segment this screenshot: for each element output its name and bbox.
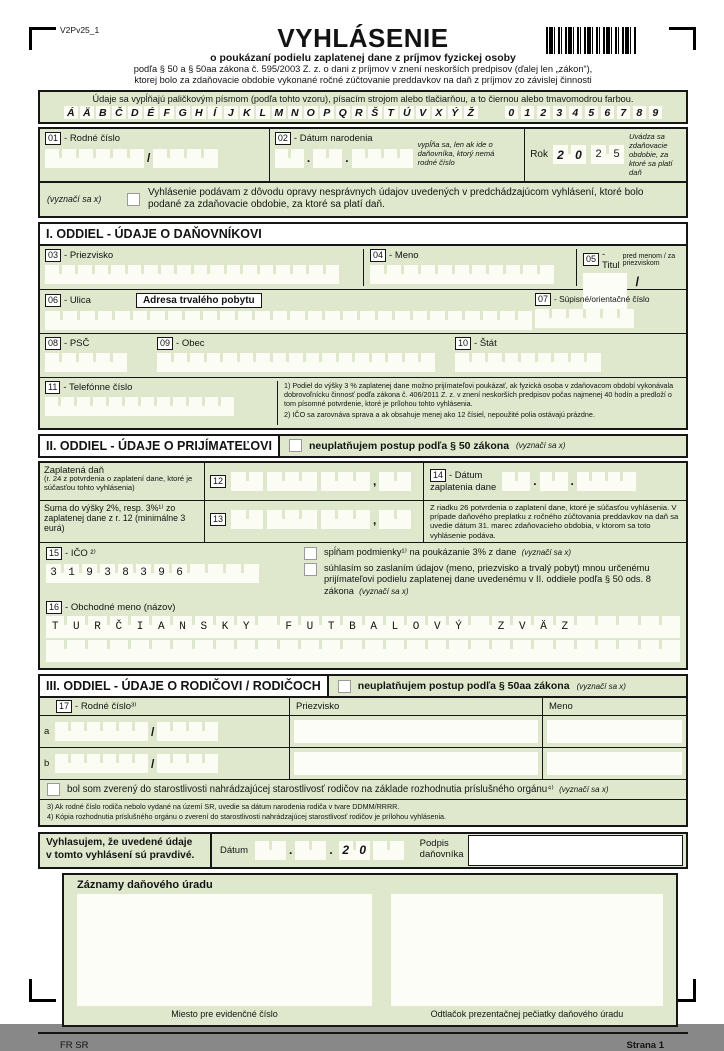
three-percent-mark: (vyznačí sa x) bbox=[521, 548, 571, 558]
tax-labels-column bbox=[40, 463, 205, 543]
field-07-number: 07 bbox=[535, 293, 551, 306]
field-05-title bbox=[583, 248, 681, 290]
field-13-number: 13 bbox=[210, 513, 226, 526]
field-06-number: 06 bbox=[45, 294, 61, 307]
field-09-number: 09 bbox=[157, 337, 173, 350]
field-04-number: 04 bbox=[370, 249, 386, 262]
column-surname: Priezvisko bbox=[290, 698, 543, 715]
field-11-phone bbox=[45, 381, 278, 425]
section-2-body bbox=[38, 461, 688, 671]
field-05-label: - Titul bbox=[602, 248, 620, 271]
footer-left: FR SR bbox=[60, 1039, 89, 1051]
footer-page-number: Strana 1 bbox=[626, 1039, 664, 1051]
consent-send-data-checkbox[interactable] bbox=[304, 563, 317, 576]
field-15-number: 15 bbox=[46, 547, 62, 560]
custody-row bbox=[40, 780, 686, 800]
section-2-optout-mark: (vyznačí sa x) bbox=[516, 441, 566, 451]
signature-input[interactable] bbox=[468, 835, 683, 866]
bottom-rule bbox=[38, 1032, 688, 1034]
footnote-2: 2) IČO sa zarovnáva sprava a ak obsahuje menej ako 12 čísiel, nepoužité polia ostávajú prázdne. bbox=[284, 409, 595, 419]
declaration-box bbox=[38, 832, 688, 869]
tax-office-records-box bbox=[62, 873, 678, 1027]
section-2-optout-checkbox[interactable] bbox=[289, 439, 302, 452]
sample-letters: Á Ä B Č D É F G H Í J K L M N O P Q R Š T Ú V X Ý Ž bbox=[64, 106, 478, 119]
form-header bbox=[38, 25, 688, 87]
evidence-number-area[interactable] bbox=[77, 894, 372, 1006]
field-14-label: - Dátum bbox=[449, 469, 483, 481]
section-3-body bbox=[38, 696, 688, 826]
municipality-input[interactable] bbox=[157, 353, 435, 372]
parent-row-b bbox=[40, 748, 686, 780]
declaration-date-input[interactable]: . . bbox=[255, 841, 336, 860]
evidence-number-caption: Miesto pre evidenčné číslo bbox=[171, 1008, 278, 1019]
custody-checkbox[interactable] bbox=[47, 783, 60, 796]
business-name-input-row-1[interactable]: T U R Č I A N S K Y F U T B A L O V Ý Z V Ä Z bbox=[46, 616, 680, 638]
footnote-1: 1) Podiel do výšky 3 % zaplatenej dane možno prijímateľovi poukázať, ak fyzická osoba v zdaňovacom období vykonávala dobrovoľnícku činnosť podľa zákona č. 406/2011 Z. z. v znení neskorších predpisov počas najmenej 40 hodín a predloží o tom písomné potvrdenie, ktoré je prílohou tohto vyhlásenia. bbox=[284, 380, 674, 409]
custody-mark: (vyznačí sa x) bbox=[559, 785, 609, 795]
parent-a-surname-input[interactable] bbox=[294, 720, 538, 743]
field-02-label: - Dátum narodenia bbox=[293, 133, 373, 144]
section-3-title: III. ODDIEL - ÚDAJE O RODIČOVI / RODIČOCH bbox=[40, 676, 329, 696]
section-3-footnotes bbox=[40, 800, 686, 824]
footnote-3: 3) Ak rodné číslo rodiča nebolo vydané na území SR, uvedie sa dátum narodenia rodiča v tvare DDMM/RRRR. bbox=[47, 802, 400, 812]
field-15-ico bbox=[46, 547, 298, 600]
instruction-bar bbox=[38, 90, 688, 124]
declaration-line-2: v tomto vyhlásení sú pravdivé. bbox=[46, 850, 195, 862]
instruction-text: Údaje sa vypĺňajú paličkovým písmom (podľa tohto vzoru), písacím strojom alebo tlačiarňou, a to čiernou alebo tmavomodrou farbou. bbox=[92, 94, 634, 104]
consent-send-data-text: súhlasím so zaslaním údajov (meno, priezvisko a trvalý pobyt) mnou určenému prijímateľovi podielu zaplatenej dane uvedenému v II. oddiele podľa § 50 ods. 8 zákona bbox=[324, 563, 651, 596]
section-2-optout-label: neuplatňujem postup podľa § 50 zákona bbox=[308, 439, 510, 452]
field-06-label: - Ulica bbox=[64, 294, 91, 306]
recipient-consents bbox=[298, 547, 680, 600]
field-01-number: 01 bbox=[45, 132, 61, 145]
section-3-header bbox=[38, 674, 688, 698]
signature-label-2: daňovníka bbox=[419, 849, 464, 861]
house-number-input[interactable] bbox=[535, 309, 634, 328]
ico-input[interactable]: 3 1 9 3 8 3 9 6 bbox=[46, 564, 259, 583]
parent-row-a bbox=[40, 716, 686, 748]
stamp-caption: Odtlačok prezentačnej pečiatky daňového úradu bbox=[430, 1008, 624, 1019]
section-1-fields bbox=[38, 244, 688, 430]
declaration-date-label: Dátum bbox=[220, 844, 248, 856]
paid-tax-label: Zaplatená daň bbox=[44, 463, 104, 475]
parent-b-surname-input[interactable] bbox=[294, 752, 538, 775]
identity-box bbox=[38, 127, 688, 218]
custody-text: bol som zverený do starostlivosti nahrádzajúcej starostlivosť rodičov na základe rozhodnutia príslušného orgánu⁴⁾ bbox=[67, 784, 554, 796]
field-15-label: - IČO ²⁾ bbox=[65, 548, 96, 560]
field-04-label: - Meno bbox=[389, 249, 419, 261]
year-note: Uvádza sa zdaňovacie obdobie, za ktoré sa platí daň bbox=[629, 132, 673, 178]
form-legal-line-2: ktorej bolo za zdaňovacie obdobie vykonané ročné zúčtovanie preddavkov na daň z príjmov zo závislej činnosti bbox=[134, 74, 592, 85]
title-before-input[interactable] bbox=[583, 273, 627, 292]
sample-digits: 0 1 2 3 4 5 6 7 8 9 bbox=[505, 106, 663, 119]
permanent-address-label: Adresa trvalého pobytu bbox=[136, 293, 262, 308]
field-02-number: 02 bbox=[275, 132, 291, 145]
correction-mark-note: (vyznačí sa x) bbox=[47, 194, 102, 205]
field-10-number: 10 bbox=[455, 337, 471, 350]
share-amount-input[interactable]: , bbox=[231, 510, 411, 529]
birth-date-input[interactable]: . . bbox=[275, 149, 413, 168]
year-preprinted: 2 0 bbox=[553, 145, 586, 164]
tax-amounts-column bbox=[205, 463, 424, 543]
records-title: Záznamy daňového úradu bbox=[77, 878, 213, 891]
row-b-label: b bbox=[44, 758, 50, 770]
correction-text: Vyhlásenie podávam z dôvodu opravy nesprávnych údajov uvedených v predchádzajúcom vyhlásení, ktoré bolo podané za zdaňovacie obdobie, za ktoré sa platí daň. bbox=[148, 186, 644, 211]
field-09-municipality bbox=[157, 337, 455, 374]
declaration-date-century: 2 0 bbox=[339, 841, 370, 860]
field-10-label: - Štát bbox=[474, 337, 497, 349]
field-14-note: Z riadku 26 potvrdenia o zaplatení dane, ktoré je súčasťou vyhlásenia. V prípade daňového preplatku z ročného zúčtovania preddavkov na daň sa uvedie dátum 31. marec zdaňovacieho obdobia, v ktorom sa toto vyhlásenie podáva. bbox=[430, 502, 679, 540]
field-02-birth-date bbox=[270, 129, 525, 181]
tax-year-cell bbox=[525, 129, 686, 181]
barcode bbox=[546, 27, 636, 54]
form-code: V2Pv25_1 bbox=[60, 25, 100, 35]
field-01-birth-number bbox=[40, 129, 270, 181]
field-11-label: - Telefónne číslo bbox=[63, 381, 133, 393]
field-08-zip bbox=[45, 337, 157, 374]
business-name-input-row-2[interactable] bbox=[46, 640, 680, 662]
parent-b-birth-number-input[interactable]: / bbox=[55, 754, 218, 773]
footnote-4: 4) Kópia rozhodnutia príslušného orgánu o zverení do starostlivosti nahrádzajúcej starostlivosť rodičov je prílohou vyhlásenia. bbox=[47, 811, 447, 821]
field-03-label: - Priezvisko bbox=[64, 249, 114, 261]
correction-row bbox=[40, 183, 686, 216]
field-06-street bbox=[45, 293, 535, 330]
field-05-number: 05 bbox=[583, 253, 599, 266]
column-name: Meno bbox=[549, 701, 573, 713]
signature-label-1: Podpis bbox=[419, 838, 449, 850]
form-title: VYHLÁSENIE bbox=[277, 23, 449, 53]
field-14-number: 14 bbox=[430, 469, 446, 482]
records-area bbox=[38, 873, 688, 1051]
section-1-header: I. ODDIEL - ÚDAJE O DAŇOVNÍKOVI bbox=[38, 222, 688, 246]
paid-tax-sublabel: (r. 24 z potvrdenia o zaplatení dane, ktoré je súčasťou tohto vyhlásenia) bbox=[44, 474, 193, 493]
field-08-label: - PSČ bbox=[64, 337, 90, 349]
form-subtitle: o poukázaní podielu zaplatenej dane z príjmov fyzickej osoby bbox=[210, 52, 516, 64]
field-10-state bbox=[455, 337, 681, 374]
consent-send-data-mark: (vyznačí sa x) bbox=[359, 586, 409, 596]
firstname-input[interactable] bbox=[370, 265, 554, 284]
year-label: Rok bbox=[530, 149, 548, 161]
field-16-label: - Obchodné meno (názov) bbox=[65, 602, 176, 614]
parents-table-header bbox=[40, 698, 686, 716]
parent-a-name-input[interactable] bbox=[547, 720, 682, 743]
form-legal-line-1: podľa § 50 a § 50aa zákona č. 595/2003 Z. z. o dani z príjmov v znení neskorších predpisov (ďalej len „zákon“), bbox=[133, 64, 593, 74]
field-07-house-number bbox=[535, 293, 681, 330]
payment-date-input[interactable]: . . bbox=[502, 472, 636, 491]
parent-a-birth-number-input[interactable]: / bbox=[55, 722, 218, 741]
field-17-label: - Rodné číslo³⁾ bbox=[75, 701, 137, 713]
phone-input[interactable] bbox=[45, 397, 234, 416]
field-14-label-2: zaplatenia dane bbox=[430, 481, 497, 493]
field-03-surname bbox=[45, 249, 364, 286]
field-05-sublabel: pred menom / za priezviskom bbox=[622, 252, 676, 267]
zip-input[interactable] bbox=[45, 353, 127, 372]
street-input[interactable] bbox=[45, 311, 532, 330]
birth-number-input[interactable]: / bbox=[45, 149, 218, 168]
paid-tax-amount-input[interactable]: , bbox=[231, 472, 411, 491]
section-1-footnotes bbox=[284, 381, 681, 425]
field-09-label: - Obec bbox=[176, 337, 205, 349]
field-16-business-name bbox=[40, 600, 686, 668]
field-17-number: 17 bbox=[56, 700, 72, 713]
field-03-number: 03 bbox=[45, 249, 61, 262]
share-label: Suma do výšky 2%, resp. 3%¹⁾ zo zaplatenej dane z r. 12 (minimálne 3 eurá) bbox=[44, 502, 186, 533]
three-percent-text: spĺňam podmienky¹⁾ na poukázanie 3% z dane bbox=[324, 547, 517, 558]
row-a-label: a bbox=[44, 726, 50, 738]
sample-gap bbox=[480, 106, 502, 119]
year-input[interactable]: 2 5 bbox=[591, 145, 624, 164]
declaration-date-year-input[interactable] bbox=[373, 841, 404, 860]
section-3-optout-mark: (vyznačí sa x) bbox=[576, 681, 626, 691]
three-percent-checkbox[interactable] bbox=[304, 547, 317, 560]
declaration-line-1: Vyhlasujem, že uvedené údaje bbox=[46, 837, 193, 849]
field-01-label: - Rodné číslo bbox=[64, 133, 120, 144]
field-08-number: 08 bbox=[45, 337, 61, 350]
section-3-optout-label: neuplatňujem postup podľa § 50aa zákona bbox=[357, 680, 570, 693]
field-02-note: vypĺňa sa, len ak ide o daňovníka, ktorý nemá rodné číslo bbox=[417, 140, 495, 168]
stamp-area[interactable] bbox=[391, 894, 663, 1006]
surname-input[interactable] bbox=[45, 265, 339, 284]
payment-date-column bbox=[424, 463, 686, 543]
correction-checkbox[interactable] bbox=[127, 193, 140, 206]
field-04-firstname bbox=[370, 249, 577, 286]
section-2-title: II. ODDIEL - ÚDAJE O PRIJÍMATEĽOVI bbox=[40, 436, 280, 456]
field-16-number: 16 bbox=[46, 601, 62, 614]
field-07-label: - Súpisné/orientačné číslo bbox=[554, 294, 650, 305]
sample-characters bbox=[45, 106, 681, 119]
field-11-number: 11 bbox=[45, 381, 60, 394]
state-input[interactable] bbox=[455, 353, 601, 372]
slash-divider: / bbox=[635, 274, 640, 290]
parent-b-name-input[interactable] bbox=[547, 752, 682, 775]
section-2-header bbox=[38, 434, 688, 458]
field-12-number: 12 bbox=[210, 475, 226, 488]
section-3-optout-checkbox[interactable] bbox=[338, 680, 351, 693]
